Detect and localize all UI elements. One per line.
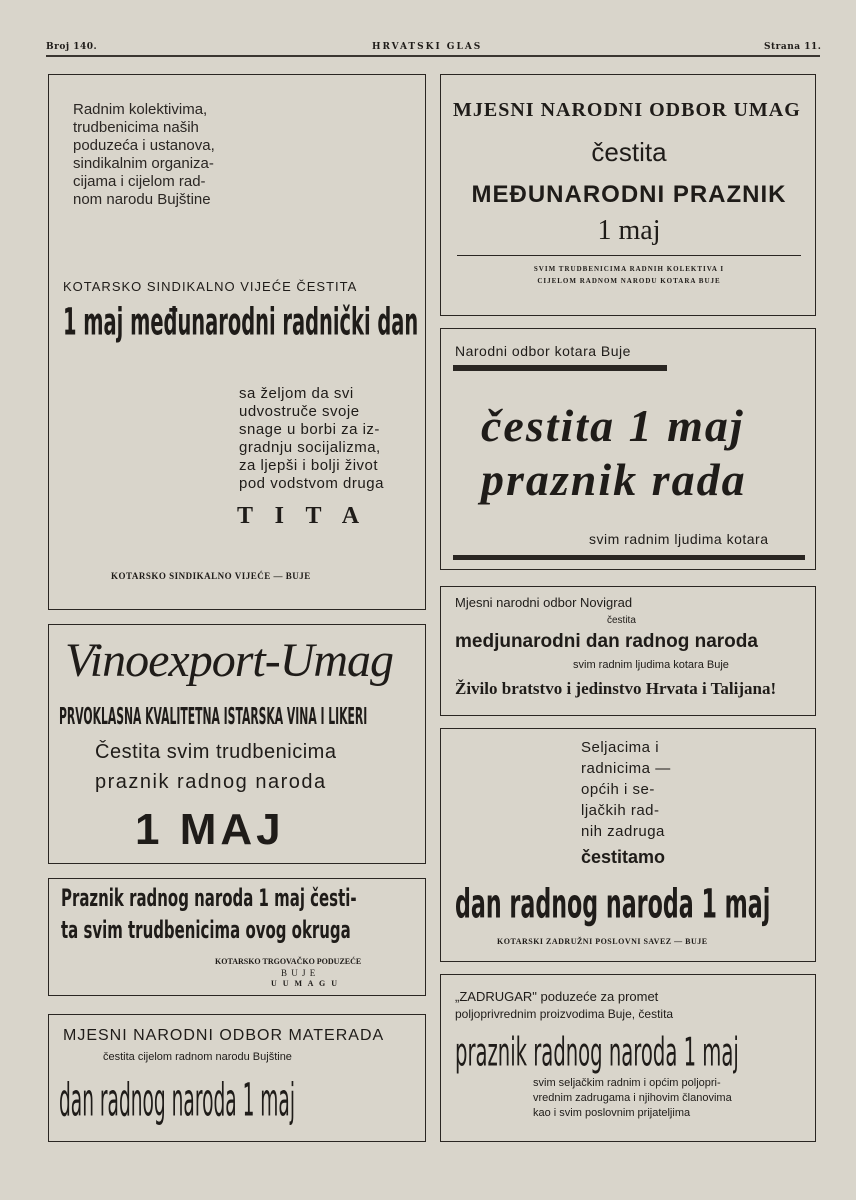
may-day-date: 1 MAJ	[135, 805, 285, 854]
ad-subtitle: čestita cijelom radnom narodu Bujštine	[103, 1051, 292, 1063]
ad-headline: 1 maj međunarodni radnički dan	[63, 301, 419, 345]
ad-title: Mjesni narodni odbor Novigrad	[455, 595, 633, 610]
ad-title: MJESNI NARODNI ODBOR MATERADA	[63, 1027, 385, 1044]
leader-name: T I T A	[237, 503, 368, 529]
ad-headline: praznik radnog naroda 1 maj	[455, 1029, 739, 1076]
ad-slogan: Živilo bratstvo i jedinstvo Hrvata i Talijana!	[455, 679, 777, 698]
ad-zadruzni-savez	[440, 728, 816, 962]
ad-signature: KOTARSKI ZADRUŽNI POSLOVNI SAVEZ — BUJE	[497, 937, 708, 946]
ad-footer-2: CIJELOM RADNOM NARODU KOTARA BUJE	[537, 277, 721, 285]
ad-mno-novigrad	[440, 586, 816, 716]
intro-line: cijama i cijelom rad-	[73, 173, 206, 190]
ad-headline: medjunarodni dan radnog naroda	[455, 631, 758, 652]
greeting-line-1: Čestita svim trudbenicima	[95, 741, 337, 763]
ad-body-1: svim seljačkim radnim i općim poljopri-	[533, 1077, 721, 1089]
intro-line: poduzeća i ustanova,	[73, 137, 215, 154]
wish-line: snage u borbi za iz-	[239, 421, 380, 438]
script-line-1: čestita 1 maj	[481, 400, 745, 451]
intro-line: nih zadruga	[581, 823, 665, 840]
ad-footer-1: SVIM TRUDBENICIMA RADNIH KOLEKTIVA I	[533, 265, 725, 273]
ad-title: MJESNI NARODNI ODBOR UMAG	[453, 99, 801, 121]
signature-line-2: B U J E	[281, 968, 317, 978]
wish-line: udvostruče svoje	[239, 403, 360, 420]
ad-body-3: kao i svim poslovnim prijateljima	[533, 1107, 691, 1119]
ad-vinoexport	[48, 624, 426, 864]
brand-name: Vinoexport-Umag	[65, 634, 394, 687]
issue-number: Broj 140.	[46, 42, 98, 52]
divider	[457, 255, 801, 256]
ad-mno-umag	[440, 74, 816, 316]
ad-intro-1: „ZADRUGAR" poduzeće za promet	[455, 989, 659, 1004]
ad-nok-buje	[440, 328, 816, 570]
ad-verb: čestita	[591, 137, 667, 167]
wish-line: pod vodstvom druga	[239, 475, 384, 492]
wish-line: za ljepši i bolji život	[239, 457, 379, 474]
sender-line: KOTARSKO SINDIKALNO VIJEĆE ČESTITA	[63, 279, 358, 294]
title-underline	[453, 365, 667, 371]
ad-signature: KOTARSKO SINDIKALNO VIJEĆE — BUJE	[111, 571, 311, 581]
ad-holiday: MEĐUNARODNI PRAZNIK	[471, 181, 787, 208]
ad-headline: dan radnog naroda 1 maj	[59, 1075, 295, 1128]
ad-sindikalno-vijece	[48, 74, 426, 610]
newspaper-title: HRVATSKI GLAS	[372, 42, 483, 52]
page-number: Strana 11.	[764, 42, 822, 52]
intro-line: sindikalnim organiza-	[73, 155, 214, 172]
headline-line-2: ta svim trudbenicima ovog okruga	[61, 917, 351, 945]
ad-date: 1 maj	[597, 215, 661, 246]
ad-trgovacko-poduzece	[48, 878, 426, 996]
ad-verb: čestitamo	[581, 847, 666, 867]
intro-line: općih i se-	[581, 781, 655, 798]
intro-line: Seljacima i	[581, 739, 660, 756]
ad-headline: dan radnog naroda 1 maj	[455, 881, 771, 929]
brand-tagline: PRVOKLASNA KVALITETNA ISTARSKA VINA I LIKERI	[59, 703, 368, 731]
greeting-line-2: praznik radnog naroda	[95, 771, 327, 793]
intro-line: trudbenicima naših	[73, 119, 199, 136]
header-rule	[46, 55, 820, 57]
ad-mno-materada	[48, 1014, 426, 1142]
ad-intro-2: poljoprivrednim proizvodima Buje, čestita	[455, 1007, 674, 1021]
intro-line: Radnim kolektivima,	[73, 101, 208, 118]
signature-line-3: U U M A G U	[271, 979, 339, 988]
ad-title: Narodni odbor kotara Buje	[455, 343, 631, 359]
intro-line: radnicima —	[581, 760, 671, 777]
wish-text	[239, 385, 384, 493]
ad-intro-text	[73, 101, 215, 209]
intro-line: ljačkih rad-	[581, 802, 660, 819]
ad-body-2: vrednim zadrugama i njihovim članovima	[533, 1092, 732, 1104]
intro-line: nom narodu Bujštine	[73, 191, 211, 208]
headline-line-1: Praznik radnog naroda 1 maj česti-	[61, 885, 357, 913]
wish-line: sa željom da svi	[239, 385, 354, 402]
ad-dedication: svim radnim ljudima kotara Buje	[573, 659, 729, 671]
wish-line: gradnju socijalizma,	[239, 439, 381, 456]
ad-intro-text	[581, 737, 671, 842]
signature-line-1: KOTARSKO TRGOVAČKO PODUZEĆE	[215, 957, 362, 966]
script-line-2: praznik rada	[481, 454, 747, 505]
ad-footer: svim radnim ljudima kotara	[589, 531, 769, 547]
bottom-bar	[453, 555, 805, 560]
ad-verb: čestita	[607, 615, 636, 626]
ad-zadrugar	[440, 974, 816, 1142]
